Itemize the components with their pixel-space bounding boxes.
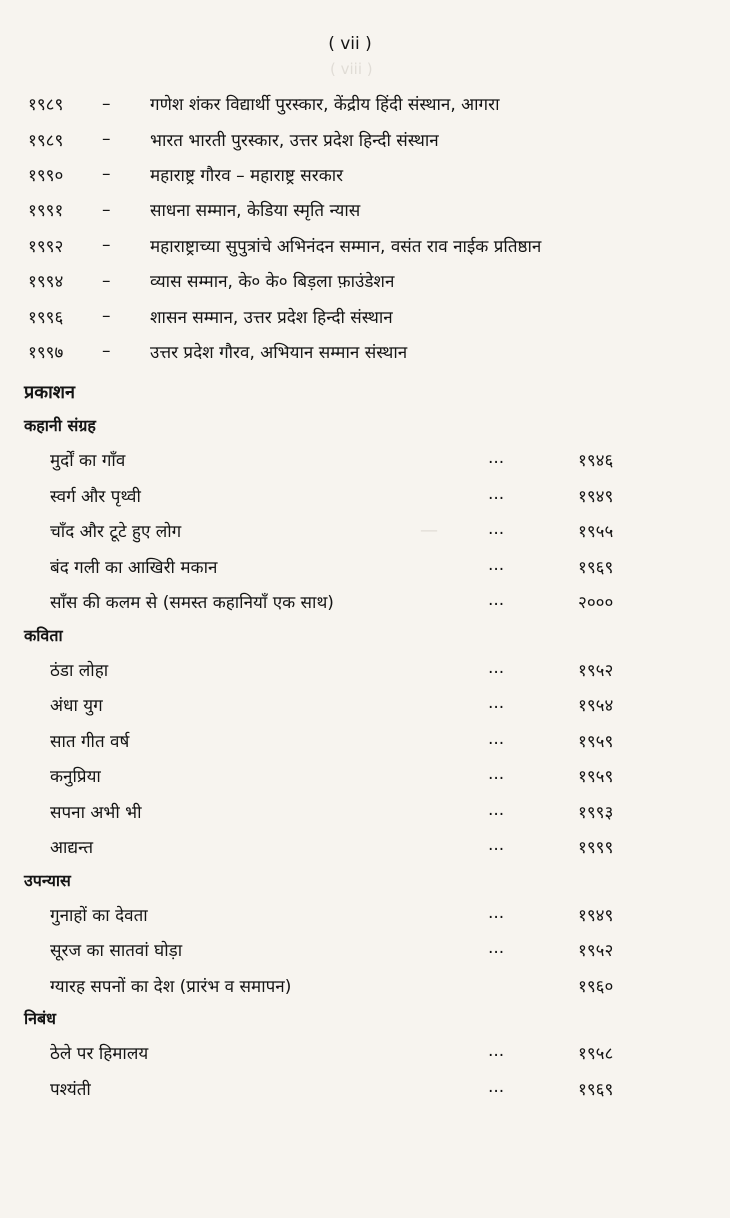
publication-year: १९५९ — [578, 731, 614, 752]
publication-year: १९६० — [578, 976, 614, 997]
publication-title: सात गीत वर्ष — [50, 731, 130, 752]
award-name: व्यास सम्मान, के० के० बिड़ला फ़ाउंडेशन — [150, 272, 395, 293]
publication-title: सपना अभी भी — [50, 802, 142, 823]
award-year: १९९० — [28, 165, 64, 186]
publication-year: १९४६ — [578, 451, 614, 471]
publication-title: मुर्दों का गाँव — [50, 451, 126, 471]
publication-item — [24, 723, 714, 759]
award-row — [28, 298, 728, 333]
award-name: महाराष्ट्राच्या सुपुत्रांचे अभिनंदन सम्मान, वसंत राव नाईक प्रतिष्ठान — [150, 236, 542, 257]
award-row — [28, 86, 728, 121]
publication-item — [24, 1071, 714, 1107]
award-dash: – — [102, 306, 111, 327]
award-year: १९९२ — [28, 236, 64, 257]
leader-dots: ... — [488, 590, 505, 610]
publication-item — [24, 794, 714, 830]
publication-item — [24, 584, 714, 620]
leader-dots: ... — [488, 902, 505, 923]
publication-year: १९५४ — [578, 696, 614, 716]
publication-item — [24, 897, 714, 933]
publication-title: गुनाहों का देवता — [50, 905, 148, 926]
page-number: ( vii ) — [328, 34, 372, 54]
award-row — [28, 121, 728, 156]
publication-year: १९५२ — [578, 660, 614, 681]
award-name: साधना सम्मान, केडिया स्मृति न्यास — [150, 201, 361, 222]
bleed-through-text: — — [420, 520, 438, 541]
award-row — [28, 228, 728, 263]
publication-item — [24, 549, 714, 585]
leader-dots: ... — [488, 728, 505, 749]
award-year: १९९४ — [28, 272, 64, 293]
leader-dots: ... — [488, 764, 505, 784]
publication-year: १९६९ — [578, 557, 614, 578]
category-heading: कहानी संग्रह — [24, 416, 96, 435]
publication-item — [24, 478, 714, 514]
award-year: १९८९ — [28, 95, 64, 116]
publication-item — [24, 829, 714, 865]
publication-year: १९९९ — [578, 838, 614, 858]
award-dash: – — [102, 341, 111, 362]
publication-item — [24, 687, 714, 723]
publication-year: १९९३ — [578, 802, 614, 823]
award-dash: – — [102, 270, 111, 291]
section-heading: प्रकाशन — [24, 382, 75, 403]
publication-item — [24, 758, 714, 794]
award-name: महाराष्ट्र गौरव – महाराष्ट्र सरकार — [150, 165, 344, 186]
awards-list — [28, 86, 728, 369]
publication-year: १९५२ — [578, 941, 614, 961]
publication-title: ठेले पर हिमालय — [50, 1044, 149, 1064]
award-year: १९९१ — [28, 201, 64, 222]
award-year: १९९७ — [28, 342, 64, 363]
leader-dots: ... — [488, 448, 505, 468]
award-name: उत्तर प्रदेश गौरव, अभियान सम्मान संस्थान — [150, 342, 408, 363]
publication-year: १९४९ — [578, 905, 614, 926]
publication-title: आद्यन्त — [50, 838, 94, 858]
leader-dots: ... — [488, 1076, 505, 1097]
award-dash: – — [102, 199, 111, 220]
leader-dots: ... — [488, 835, 505, 855]
category-heading: उपन्यास — [24, 870, 71, 890]
publication-item — [24, 513, 714, 549]
award-row — [28, 334, 728, 369]
publication-title: चाँद और टूटे हुए लोग — [50, 522, 182, 542]
award-name: शासन सम्मान, उत्तर प्रदेश हिन्दी संस्थान — [150, 307, 393, 328]
publication-title: स्वर्ग और पृथ्वी — [50, 486, 141, 507]
publication-item — [24, 968, 714, 1004]
publication-year: १९५८ — [578, 1044, 614, 1064]
publication-year: १९६९ — [578, 1079, 614, 1100]
publication-year: १९४९ — [578, 486, 614, 507]
publication-title: पश्यंती — [50, 1079, 91, 1100]
award-name: गणेश शंकर विद्यार्थी पुरस्कार, केंद्रीय हिंदी संस्थान, आगरा — [150, 95, 500, 116]
award-dash: – — [102, 235, 111, 256]
publications-section — [24, 376, 714, 1106]
award-dash: – — [102, 93, 111, 114]
publication-title: ठंडा लोहा — [50, 660, 109, 681]
award-row — [28, 263, 728, 298]
leader-dots: ... — [488, 1041, 505, 1061]
leader-dots: ... — [488, 483, 505, 504]
award-row — [28, 157, 728, 192]
publication-title: सूरज का सातवां घोड़ा — [50, 941, 183, 961]
award-dash: – — [102, 164, 111, 185]
publication-title: बंद गली का आखिरी मकान — [50, 557, 218, 578]
award-row — [28, 192, 728, 227]
leader-dots: ... — [488, 657, 505, 678]
publication-title: अंधा युग — [50, 696, 103, 716]
leader-dots: ... — [488, 938, 505, 958]
publication-year: १९५९ — [578, 767, 614, 787]
bleed-through-text: ( viii ) — [330, 60, 373, 78]
publication-title: ग्यारह सपनों का देश (प्रारंभ व समापन) — [50, 976, 292, 997]
leader-dots: ... — [488, 799, 505, 820]
category-heading: निबंध — [24, 1009, 57, 1028]
publication-item — [24, 652, 714, 688]
publication-year: २००० — [578, 593, 614, 613]
publication-year: १९५५ — [578, 522, 614, 542]
category-heading: कविता — [24, 625, 63, 645]
award-year: १९९६ — [28, 307, 64, 328]
leader-dots: ... — [488, 693, 505, 713]
award-dash: – — [102, 129, 111, 150]
publication-item — [24, 1035, 714, 1071]
publication-item — [24, 932, 714, 968]
publication-title: साँस की कलम से (समस्त कहानियाँ एक साथ) — [50, 593, 334, 613]
publication-title: कनुप्रिया — [50, 767, 101, 787]
award-name: भारत भारती पुरस्कार, उत्तर प्रदेश हिन्दी संस्थान — [150, 130, 439, 151]
leader-dots: ... — [488, 554, 505, 575]
leader-dots: ... — [488, 519, 505, 539]
publication-item — [24, 442, 714, 478]
award-year: १९८९ — [28, 130, 64, 151]
